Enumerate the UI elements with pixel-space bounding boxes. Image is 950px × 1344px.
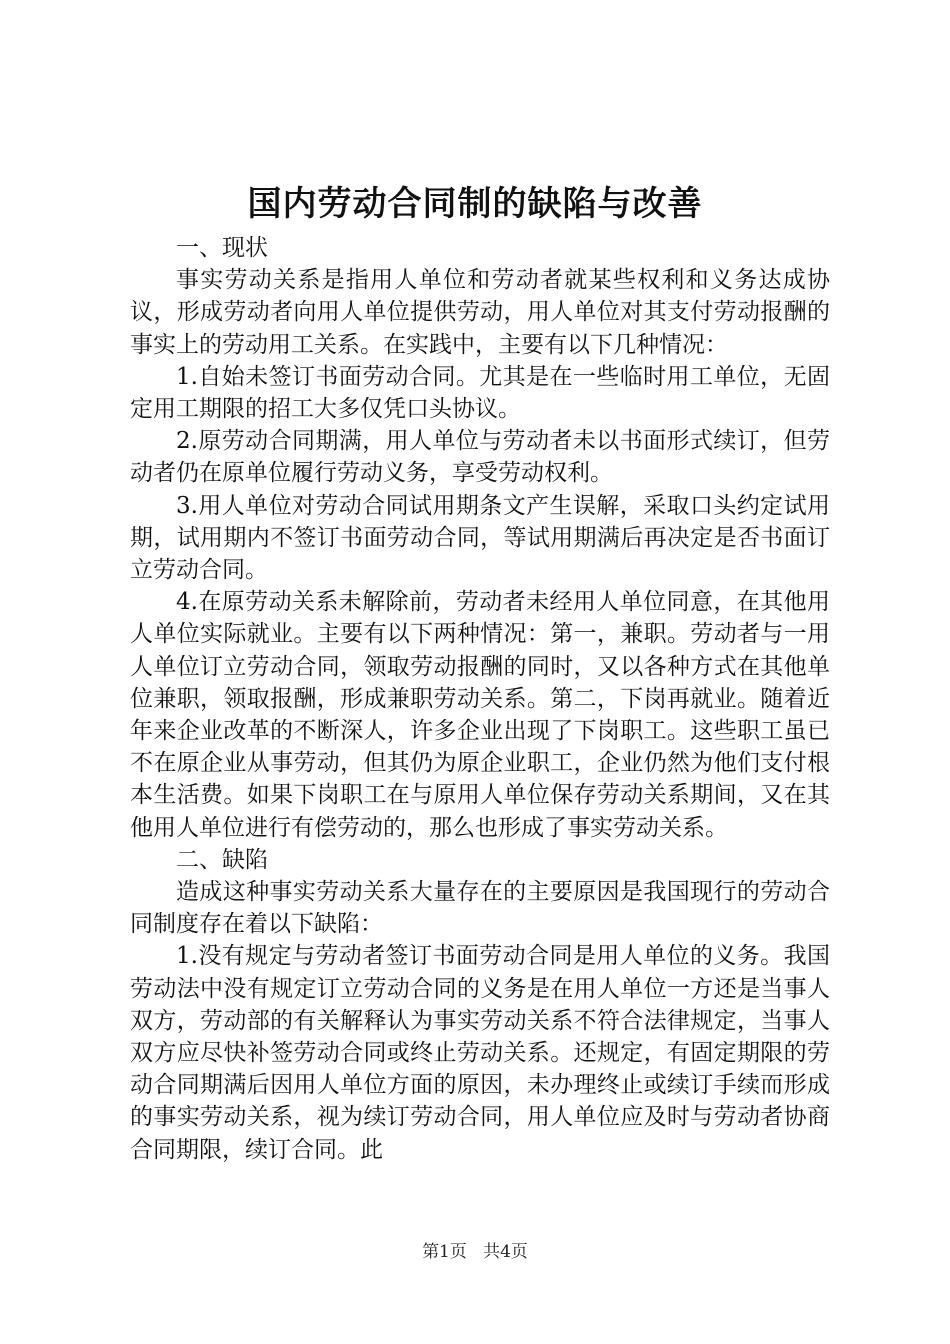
document-body — [130, 232, 830, 1166]
page-separator — [472, 1242, 477, 1262]
paragraph: 造成这种事实劳动关系大量存在的主要原因是我国现行的劳动合同制度存在着以下缺陷： — [130, 879, 830, 938]
paragraph: 1.没有规定与劳动者签订书面劳动合同是用人单位的义务。我国劳动法中没有规定订立劳动合同的义务是在用人单位一方还是当事人双方，劳动部的有关解释认为事实劳动关系不符合法律规定，当事人双方应尽快补签劳动合同或终止劳动关系。还规定，有固定期限的劳动合同期满后因用人单位方面的原因，未办理终止或续订手续而形成的事实劳动关系，视为续订劳动合同，用人单位应及时与劳动者协商合同期限，续订合同。此 — [130, 943, 830, 1163]
section-heading: 二、缺陷 — [176, 846, 268, 873]
page-footer — [0, 1240, 950, 1264]
section-heading: 一、现状 — [176, 235, 268, 261]
paragraph: 事实劳动关系是指用人单位和劳动者就某些权利和义务达成协议，形成劳动者向用人单位提供劳动，用人单位对其支付劳动报酬的事实上的劳动用工关系。在实践中，主要有以下几种情况： — [130, 267, 830, 358]
paragraph: 1.自始未签订书面劳动合同。尤其是在一些临时用工单位，无固定用工期限的招工大多仅凭口头协议。 — [130, 363, 830, 423]
page-title: 国内劳动合同制的缺陷与改善 — [247, 184, 703, 224]
paragraph: 3.用人单位对劳动合同试用期条文产生误解，采取口头约定试用期，试用期内不签订书面劳动合同，等试用期满后再决定是否书面订立劳动合同。 — [130, 492, 830, 584]
paragraph: 4.在原劳动关系未解除前，劳动者未经用人单位同意，在其他用人单位实际就业。主要有以下两种情况：第一，兼职。劳动者与一用人单位订立劳动合同，领取劳动报酬的同时，又以各种方式在其他单位兼职，领取报酬，形成兼职劳动关系。第二，下岗再就业。随着近年来企业改革的不断深人，许多企业出现了下岗职工。这些职工虽已不在原企业从事劳动，但其仍为原企业职工，企业仍然为他们支付根本生活费。如果下岗职工在与原用人单位保存劳动关系期间，又在其他用人单位进行有偿劳动的，那么也形成了事实劳动关系。 — [130, 589, 830, 841]
page-number: 第1页 — [422, 1242, 467, 1262]
paragraph: 2.原劳动合同期满，用人单位与劳动者未以书面形式续订，但劳动者仍在原单位履行劳动义务，享受劳动权利。 — [130, 428, 830, 487]
page-total: 共4页 — [483, 1242, 528, 1262]
